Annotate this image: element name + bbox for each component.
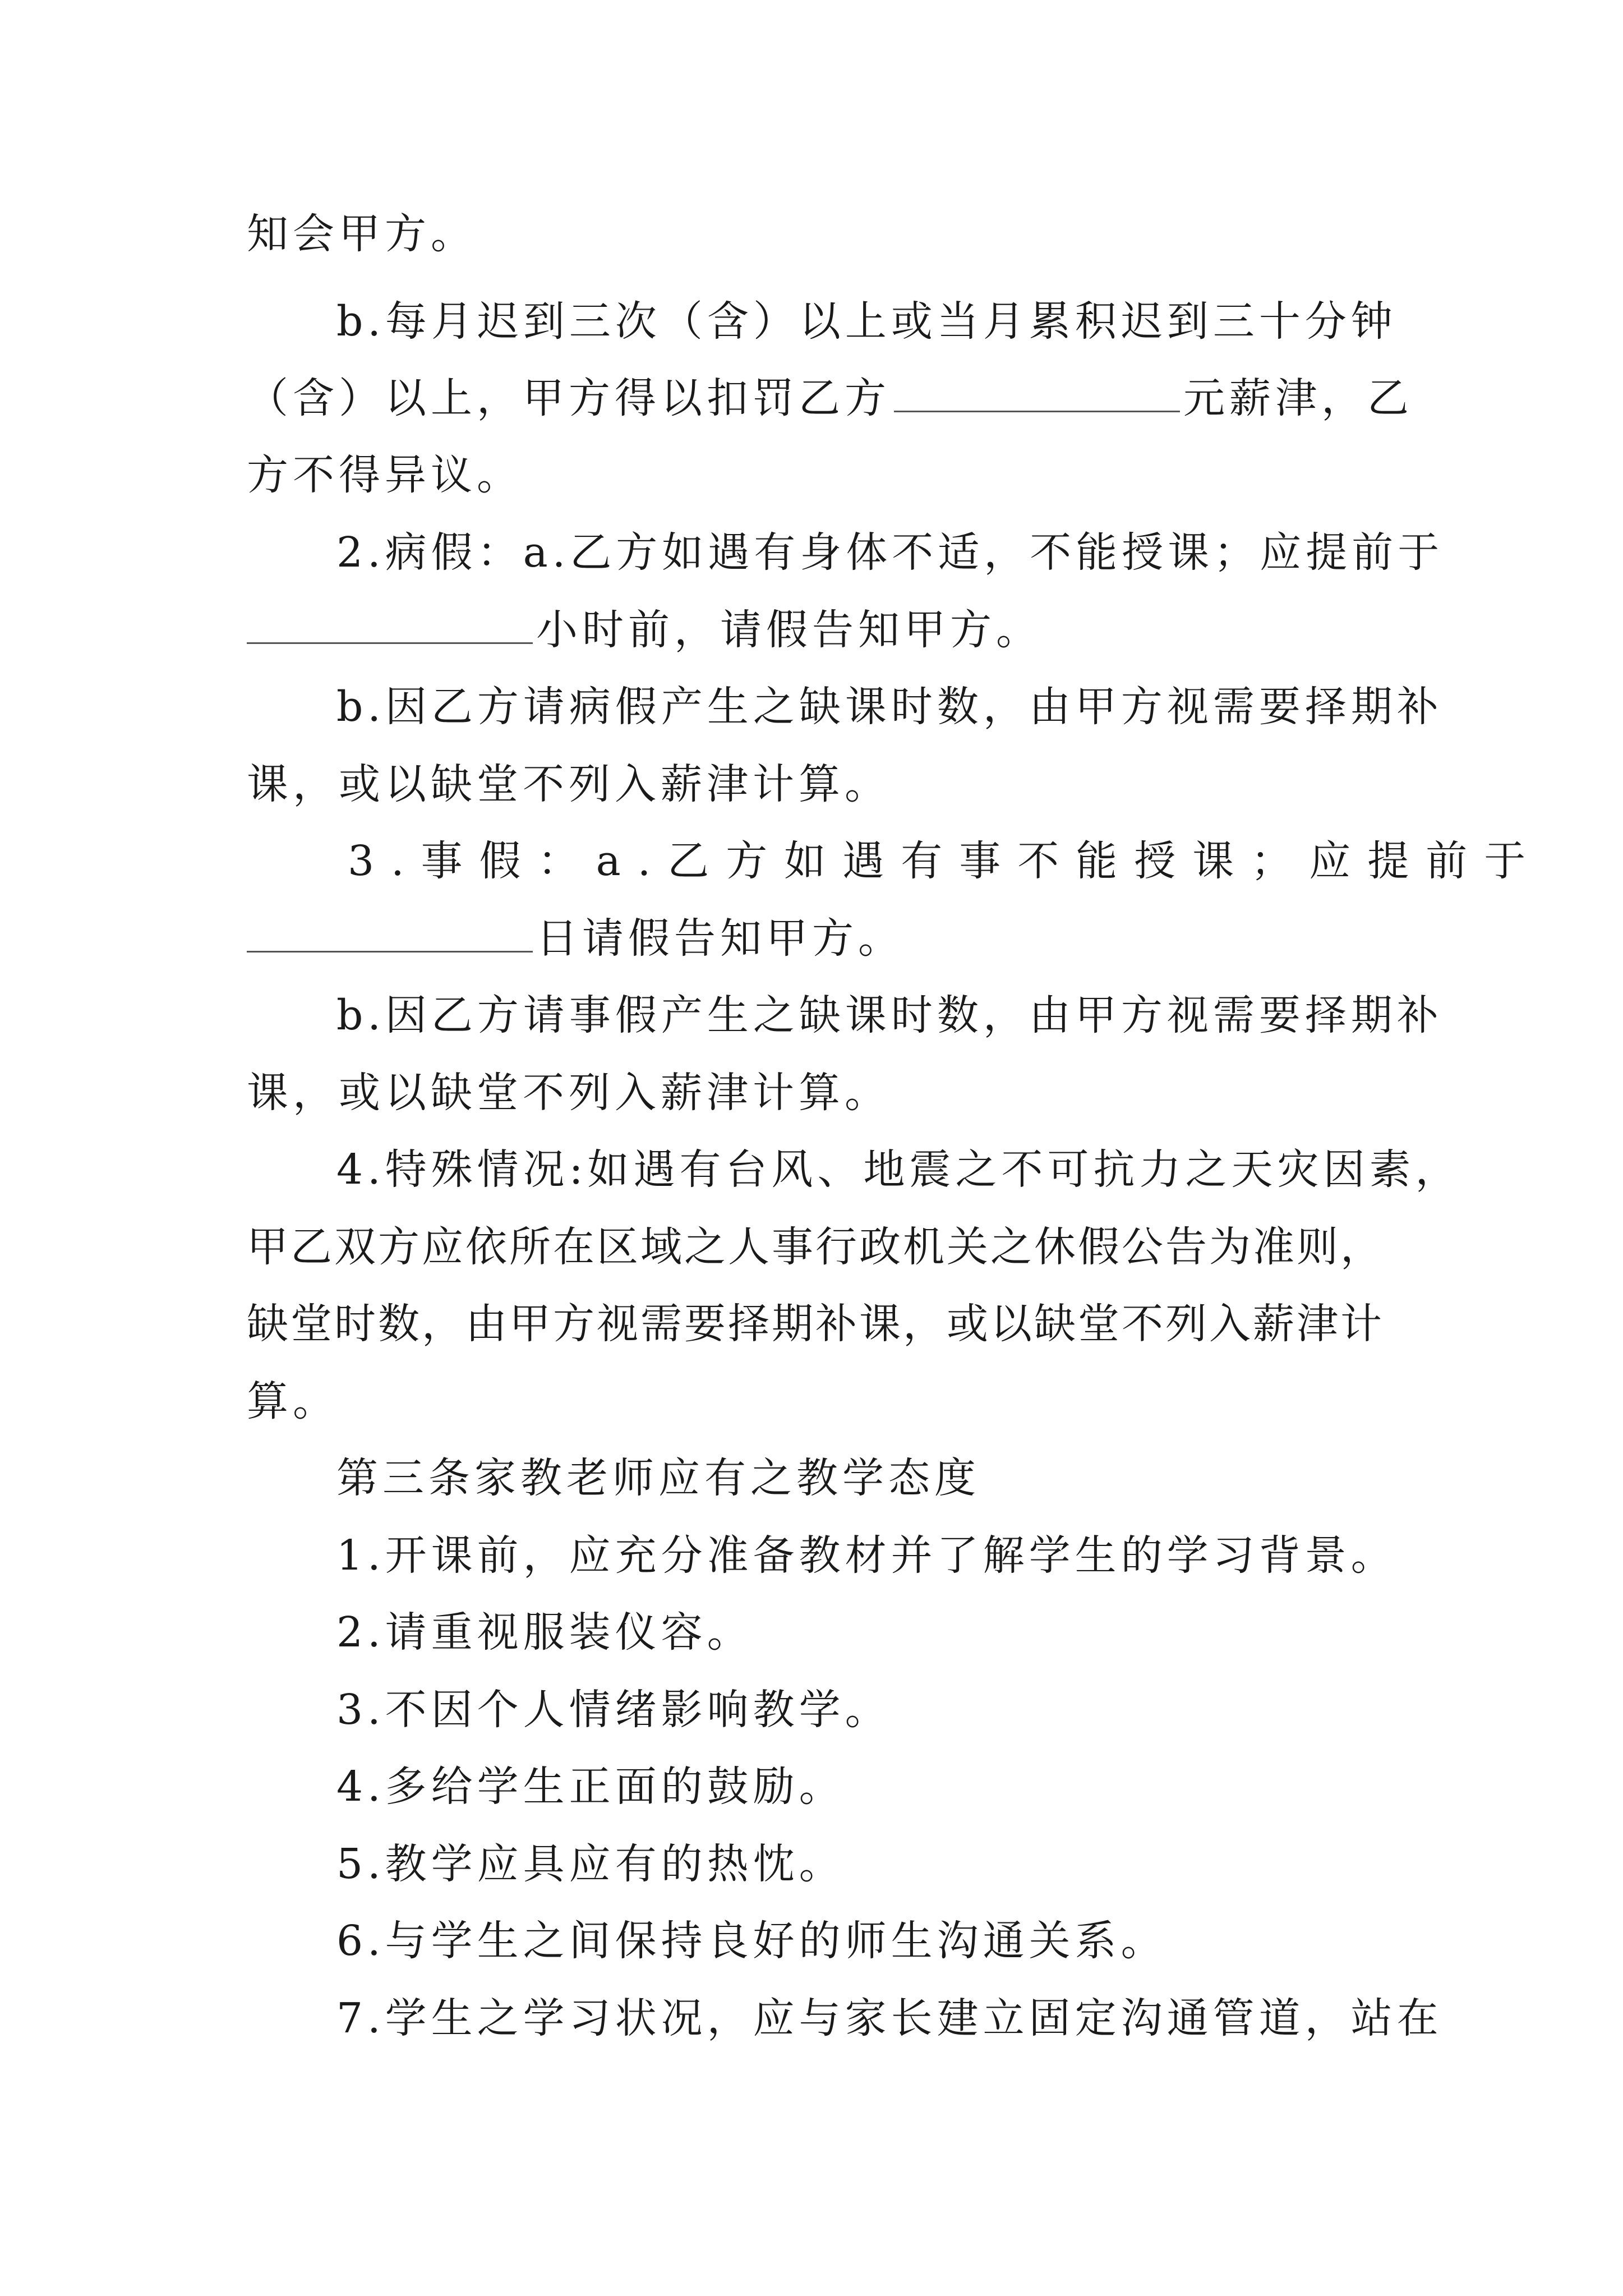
text-line: 算。 <box>247 1377 339 1425</box>
text-line <box>247 908 1380 969</box>
text-segment: （含）以上，甲方得以扣罚乙方 <box>247 374 891 422</box>
text-line: 课，或以缺堂不列入薪津计算。 <box>247 1069 891 1117</box>
text-segment: 日请假告知甲方。 <box>536 914 904 963</box>
list-item: 7.学生之学习状况，应与家长建立固定沟通管道，站在 <box>336 1994 1443 2042</box>
text-line: 方不得异议。 <box>247 451 523 499</box>
text-line: 缺堂时数，由甲方视需要择期补课，或以缺堂不列入薪津计 <box>247 1300 1384 1348</box>
list-item: 3.不因个人情绪影响教学。 <box>336 1686 891 1734</box>
text-line: 2.病假：a.乙方如遇有身体不适，不能授课；应提前于 <box>336 528 1444 577</box>
text-segment: 元薪津，乙 <box>1183 374 1413 422</box>
fill-in-blank <box>894 371 1180 412</box>
fill-in-blank <box>247 603 533 644</box>
text-line: b.因乙方请事假产生之缺课时数，由甲方视需要择期补 <box>336 991 1443 1039</box>
list-item: 1.开课前，应充分准备教材并了解学生的学习背景。 <box>336 1531 1397 1580</box>
text-line: 3.事假：a.乙方如遇有事不能授课；应提前于 <box>348 837 1543 885</box>
list-item: 2.请重视服装仪容。 <box>336 1608 753 1657</box>
list-item: 4.多给学生正面的鼓励。 <box>336 1763 845 1811</box>
list-item: 6.与学生之间保持良好的师生沟通关系。 <box>336 1917 1167 1965</box>
text-line <box>247 367 1413 429</box>
text-line: b.因乙方请病假产生之缺课时数，由甲方视需要择期补 <box>336 683 1443 731</box>
list-item: 5.教学应具应有的热忱。 <box>336 1840 845 1888</box>
text-line <box>247 599 1380 661</box>
text-line: 4.特殊情况:如遇有台风、地震之不可抗力之天灾因素， <box>336 1145 1461 1194</box>
section-heading: 第三条家教老师应有之教学态度 <box>336 1454 980 1502</box>
text-line: 知会甲方。 <box>247 210 477 258</box>
text-line: 甲乙双方应依所在区域之人事行政机关之休假公告为准则， <box>247 1223 1384 1271</box>
text-line: 课，或以缺堂不列入薪津计算。 <box>247 760 891 808</box>
text-segment: 小时前，请假告知甲方。 <box>536 606 1042 654</box>
text-line: b.每月迟到三次（含）以上或当月累积迟到三十分钟 <box>336 297 1397 346</box>
fill-in-blank <box>247 912 533 953</box>
